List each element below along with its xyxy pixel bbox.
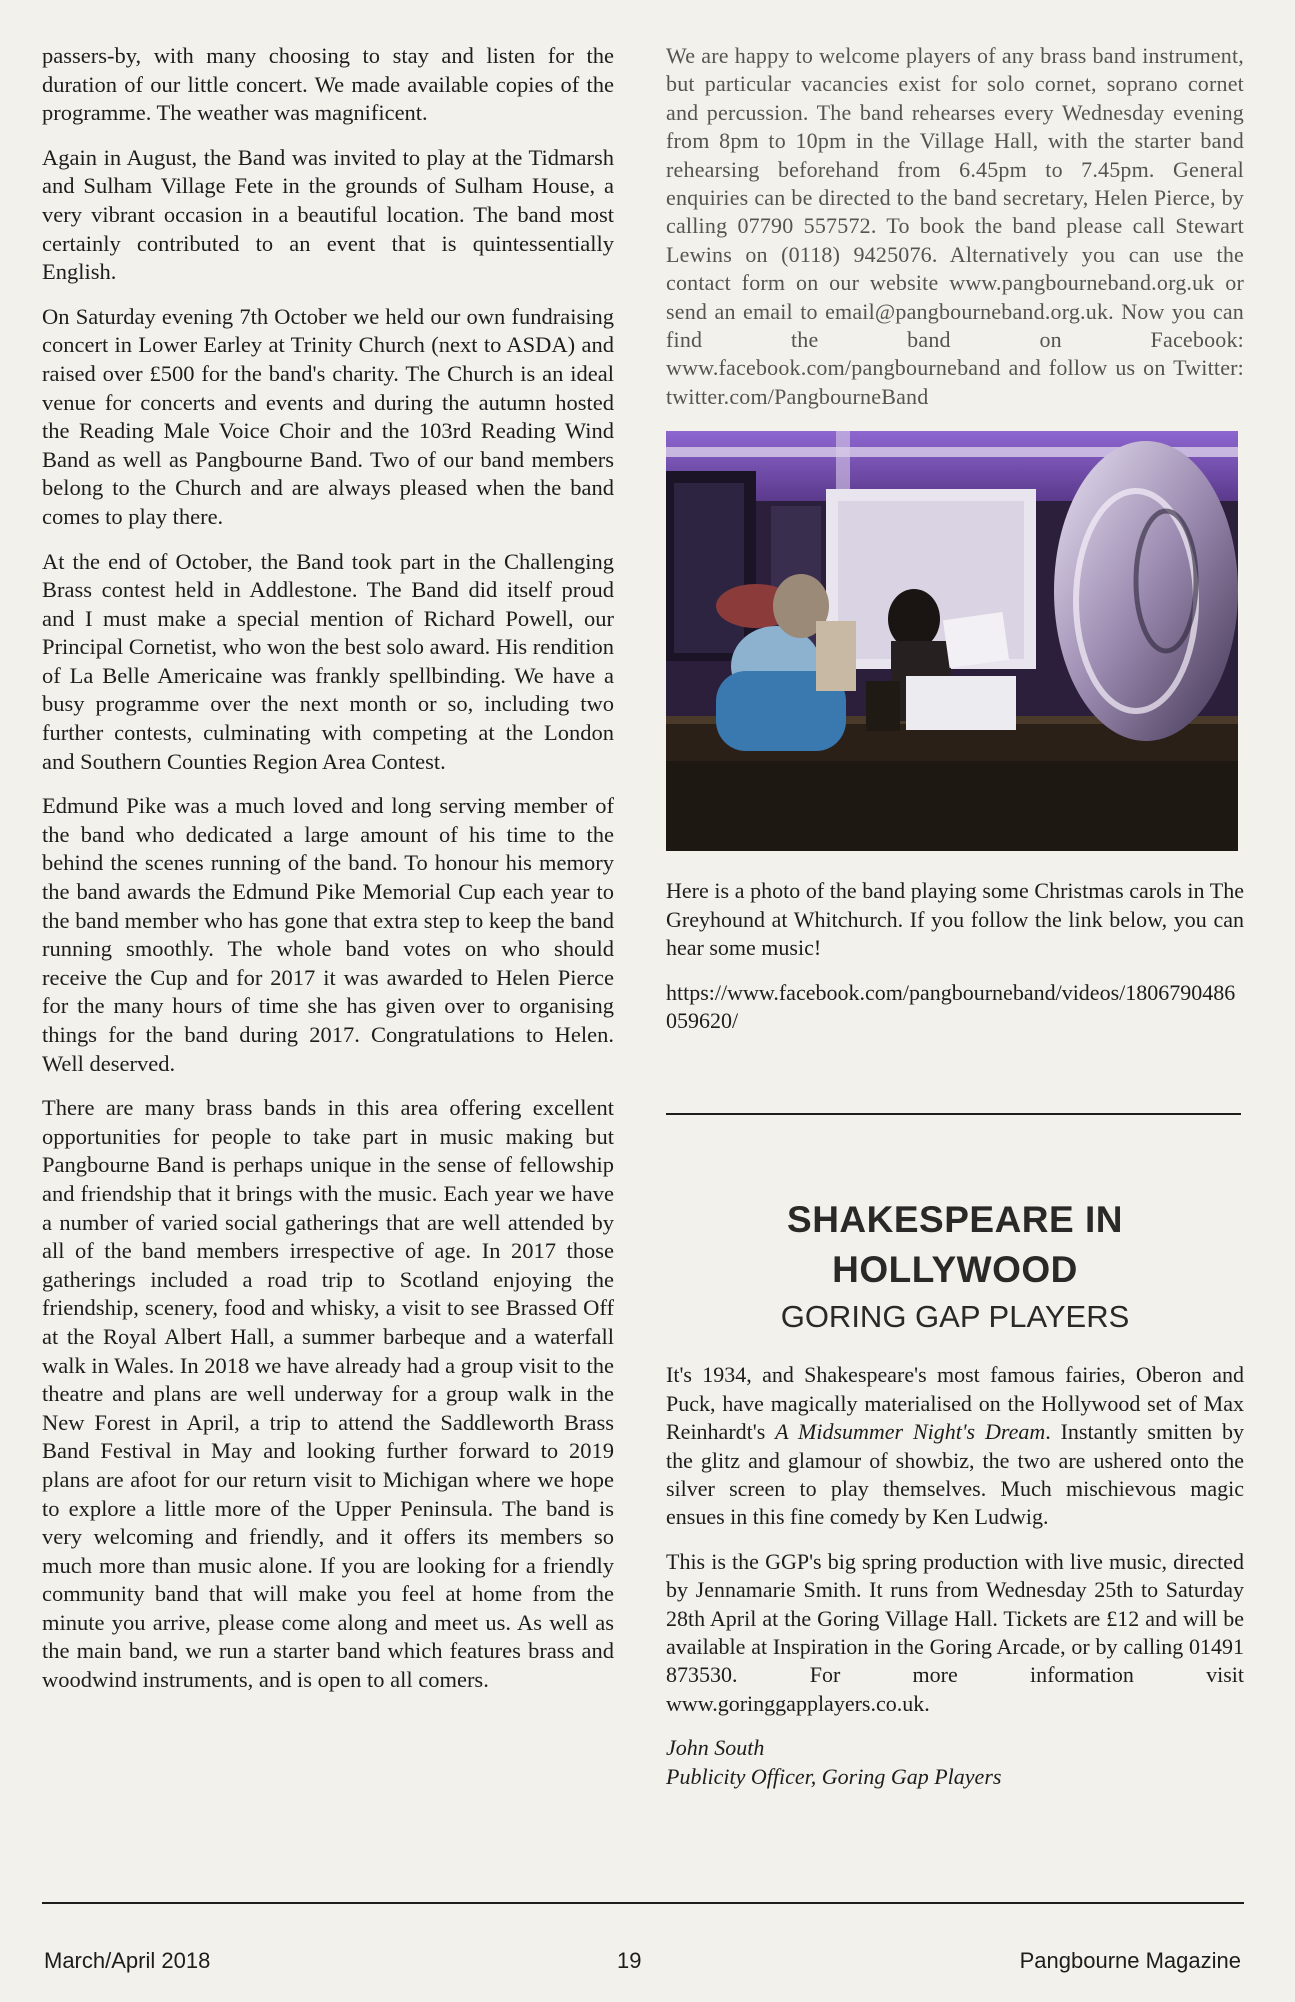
paragraph-village-fete: Again in August, the Band was invited to play at the Tidmarsh and Sulham Village Fete in the grounds of Sulham House, a very vibrant occasion in a beautiful location. The band most certainly contributed to an event that is quintessentially English. <box>42 144 614 285</box>
paragraph-concert: passers-by, with many choosing to stay and listen for the duration of our little concert. We made available copies of the programme. The weather was magnificent. <box>42 43 614 126</box>
photo-caption: Here is a photo of the band playing some Christmas carols in The Greyhound at Whitchurch. If you follow the link below, you can hear some music! <box>666 878 1244 961</box>
right-column <box>666 42 1244 1791</box>
section-divider <box>666 1113 1241 1115</box>
video-link[interactable]: https://www.facebook.com/pangbourneband/videos/1806790486059620/ <box>666 979 1236 1033</box>
left-column <box>42 42 614 1711</box>
band-photo-image <box>666 431 1238 851</box>
article-p1-end: . Instantly smitten by the glitz and glamour of showbiz, the two are ushered onto the silver screen to play themselves. Much mischievous magic ensues in this fine comedy by Ken Ludwig. <box>666 1419 1245 1530</box>
author-role: Publicity Officer, Goring Gap Players <box>666 1763 1002 1789</box>
footer-rule <box>42 1902 1244 1904</box>
article-paragraph-1 <box>666 1361 1244 1531</box>
magazine-name: Pangbourne Magazine <box>1019 1948 1241 1973</box>
band-info-paragraph: We are happy to welcome players of any brass band instrument, but particular vacancies exist for solo cornet, soprano cornet and percussion. The band rehearses every Wednesday evening from 8pm to 10pm in the Village Hall, with the starter band rehearsing beforehand from 6.45pm to 7.45pm. General enquiries can be directed to the band secretary, Helen Pierce, by calling 07790 557572. To book the band please call Stewart Lewins on (0118) 9425076. Alternatively you can use the contact form on our website www.pangbourneband.org.uk or send an email to email@pangbourneband.org.uk. Now you can find the band on Facebook: www.facebook.com/pangbourneband and follow us on Twitter: twitter.com/PangbourneBand <box>666 43 1244 409</box>
author-name: John South <box>666 1735 765 1761</box>
article-title: SHAKESPEARE IN HOLLYWOOD <box>787 1199 1123 1291</box>
issue-date: March/April 2018 <box>44 1948 211 1973</box>
play-title: A Midsummer Night's Dream <box>775 1419 1046 1445</box>
article-paragraph-2: This is the GGP's big spring production with live music, directed by Jennamarie Smith. It runs from Wednesday 25th to Saturday 28th April at the Goring Village Hall. Tickets are £12 and will be available at Inspiration in the Goring Arcade, or by calling 01491 873530. For more information visit www.goringgapplayers.co.uk. <box>666 1548 1244 1716</box>
paragraph-memorial-cup: Edmund Pike was a much loved and long serving member of the band who dedicated a large amount of his time to the behind the scenes running of the band. To honour his memory the band awards the Edmund Pike Memorial Cup each year to the band member who has gone that extra step to keep the band running smoothly. The whole band votes on who should receive the Cup and for 2017 it was awarded to Helen Pierce for the many hours of time she has given over to organising things for the band during 2017. Congratulations to Helen. Well deserved. <box>42 793 614 1076</box>
page-number: 19 <box>617 1948 642 1973</box>
article-p1-start: It's 1934, and Shakespeare's most famous fairies, Oberon and Puck, have magically materialised on the Hollywood set of Max Reinhardt's <box>666 1362 1244 1445</box>
paragraph-fellowship: There are many brass bands in this area offering excellent opportunities for people to take part in music making but Pangbourne Band is perhaps unique in the sense of fellowship and friendship that it brings with the music. Each year we have a number of varied social gatherings that are well attended by all of the band members irrespective of age. In 2017 those gatherings included a road trip to Scotland enjoying the friendship, scenery, food and whisky, a visit to see Brassed Off at the Royal Albert Hall, a summer barbeque and a waterfall walk in Wales. In 2018 we have already had a group visit to the theatre and plans are well underway for a group walk in the New Forest in April, a trip to attend the Saddleworth Brass Band Festival in May and looking further forward to 2019 plans are afoot for our return visit to Michigan where we hope to explore a little more of the Upper Peninsula. The band is very welcoming and friendly, and it offers its members so much more than music alone. If you are looking for a friendly community band that will make you feel at home from the minute you arrive, please come along and meet us. As well as the main band, we run a starter band which features brass and woodwind instruments, and is open to all comers. <box>42 1095 614 1693</box>
paragraph-fundraising: On Saturday evening 7th October we held our own fundraising concert in Lower Earley at Trinity Church (next to ASDA) and raised over £500 for the band's charity. The Church is an ideal venue for concerts and events and during the autumn hosted the Reading Male Voice Choir and the 103rd Reading Wind Band as well as Pangbourne Band. Two of our band members belong to the Church and are always pleased when the band comes to play there. <box>42 303 614 529</box>
article-subtitle: GORING GAP PLAYERS <box>780 1299 1130 1335</box>
band-photo <box>666 431 1238 851</box>
paragraph-contest: At the end of October, the Band took part in the Challenging Brass contest held in Addlestone. The Band did itself proud and I must make a special mention of Richard Powell, our Principal Cornetist, who won the best solo award. His rendition of La Belle Americaine was frankly spellbinding. We have a busy programme over the next month or so, including two further contests, culminating with competing at the London and Southern Counties Region Area Contest. <box>42 548 614 774</box>
